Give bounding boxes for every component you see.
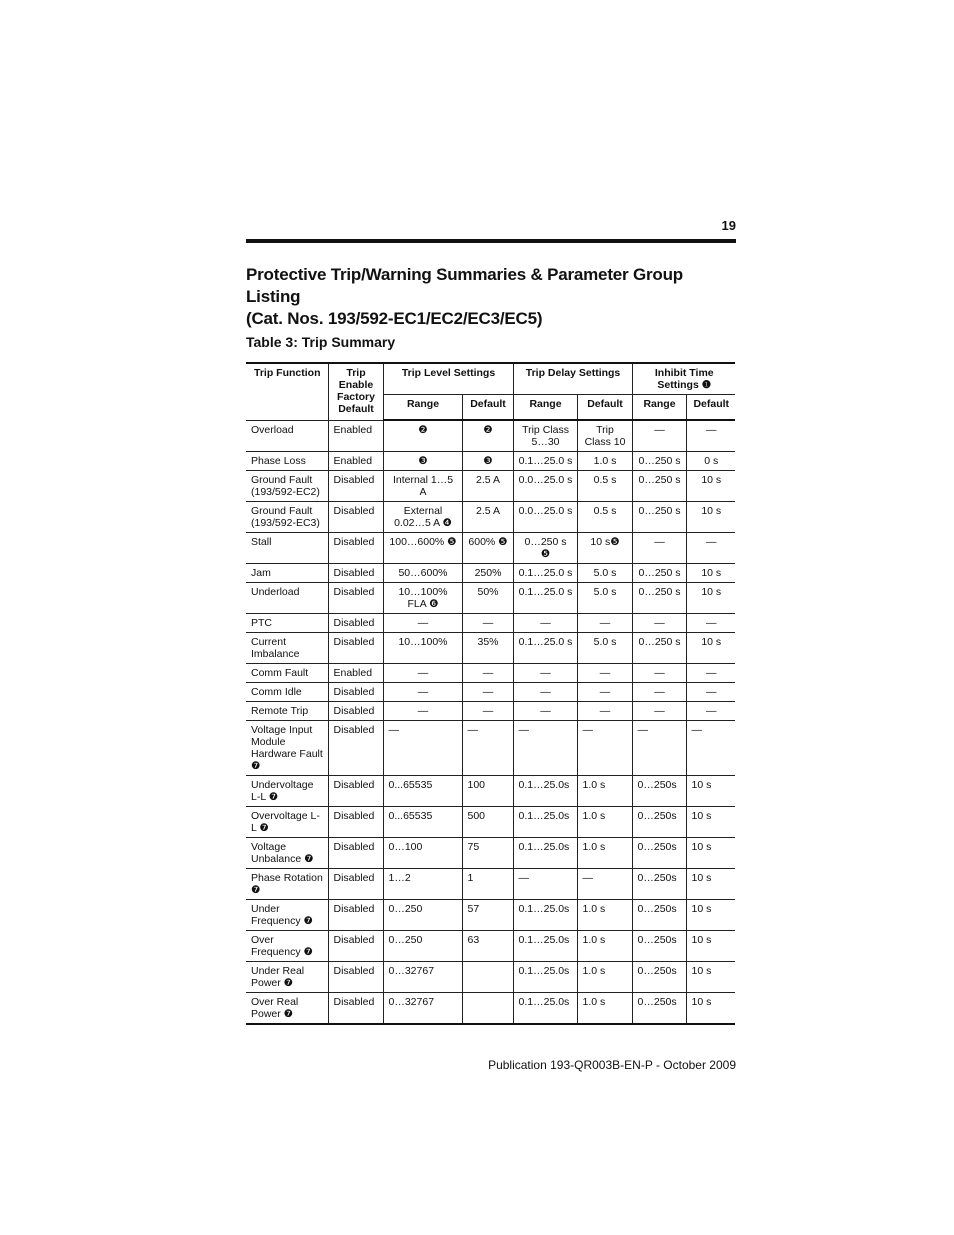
level-default-cell: 100 bbox=[462, 776, 513, 807]
level-default-cell: — bbox=[462, 664, 513, 683]
table-row bbox=[246, 533, 735, 564]
trip-enable-cell: Disabled bbox=[328, 564, 383, 583]
trip-function-cell: Phase Loss bbox=[246, 452, 328, 471]
delay-default-cell: 1.0 s bbox=[577, 993, 632, 1025]
trip-enable-cell: Disabled bbox=[328, 993, 383, 1025]
trip-enable-cell: Disabled bbox=[328, 614, 383, 633]
trip-function-cell: Phase Rotation ❼ bbox=[246, 869, 328, 900]
level-default-cell: 57 bbox=[462, 900, 513, 931]
delay-default-cell: 0.5 s bbox=[577, 502, 632, 533]
level-range-cell: ❸ bbox=[383, 452, 462, 471]
trip-enable-cell: Disabled bbox=[328, 838, 383, 869]
table-row bbox=[246, 993, 735, 1025]
level-range-cell: 0...65535 bbox=[383, 776, 462, 807]
trip-enable-cell: Enabled bbox=[328, 420, 383, 452]
table-row bbox=[246, 633, 735, 664]
level-range-cell: 1…2 bbox=[383, 869, 462, 900]
trip-function-cell: Under Frequency ❼ bbox=[246, 900, 328, 931]
inhibit-range-cell: — bbox=[632, 420, 686, 452]
header-level-default: Default bbox=[462, 395, 513, 421]
delay-range-cell: 0.0…25.0 s bbox=[513, 471, 577, 502]
level-default-cell: 1 bbox=[462, 869, 513, 900]
delay-range-cell: 0.1…25.0 s bbox=[513, 583, 577, 614]
inhibit-default-cell: 10 s bbox=[686, 962, 735, 993]
table-row bbox=[246, 502, 735, 533]
header-delay-range: Range bbox=[513, 395, 577, 421]
inhibit-default-cell: — bbox=[686, 721, 735, 776]
table-row bbox=[246, 683, 735, 702]
delay-default-cell: 1.0 s bbox=[577, 838, 632, 869]
trip-function-cell: Comm Idle bbox=[246, 683, 328, 702]
level-range-cell: — bbox=[383, 614, 462, 633]
delay-default-cell: 1.0 s bbox=[577, 776, 632, 807]
delay-range-cell: 0.0…25.0 s bbox=[513, 502, 577, 533]
level-range-cell: 50…600% bbox=[383, 564, 462, 583]
inhibit-range-cell: 0…250s bbox=[632, 993, 686, 1025]
delay-range-cell: Trip Class 5…30 bbox=[513, 420, 577, 452]
inhibit-range-cell: 0…250s bbox=[632, 900, 686, 931]
table-row bbox=[246, 471, 735, 502]
header-inhibit-default: Default bbox=[686, 395, 735, 421]
inhibit-range-cell: — bbox=[632, 721, 686, 776]
trip-enable-cell: Enabled bbox=[328, 664, 383, 683]
delay-range-cell: 0.1…25.0s bbox=[513, 962, 577, 993]
table-row bbox=[246, 420, 735, 452]
delay-default-cell: 5.0 s bbox=[577, 564, 632, 583]
level-default-cell bbox=[462, 993, 513, 1025]
trip-function-cell: Remote Trip bbox=[246, 702, 328, 721]
trip-summary-table bbox=[246, 362, 735, 1025]
level-default-cell: 600% ❺ bbox=[462, 533, 513, 564]
inhibit-range-cell: — bbox=[632, 702, 686, 721]
trip-enable-cell: Disabled bbox=[328, 962, 383, 993]
delay-range-cell: — bbox=[513, 721, 577, 776]
delay-range-cell: 0…250 s ❺ bbox=[513, 533, 577, 564]
level-default-cell: 63 bbox=[462, 931, 513, 962]
delay-default-cell: Trip Class 10 bbox=[577, 420, 632, 452]
inhibit-default-cell: 10 s bbox=[686, 931, 735, 962]
delay-default-cell: — bbox=[577, 869, 632, 900]
delay-default-cell: 10 s❺ bbox=[577, 533, 632, 564]
inhibit-range-cell: 0…250s bbox=[632, 931, 686, 962]
inhibit-default-cell: 0 s bbox=[686, 452, 735, 471]
inhibit-range-cell: — bbox=[632, 664, 686, 683]
trip-function-cell: Overload bbox=[246, 420, 328, 452]
delay-default-cell: — bbox=[577, 664, 632, 683]
table-row bbox=[246, 869, 735, 900]
delay-range-cell: — bbox=[513, 664, 577, 683]
level-default-cell bbox=[462, 962, 513, 993]
delay-default-cell: — bbox=[577, 614, 632, 633]
trip-function-cell: Underload bbox=[246, 583, 328, 614]
delay-default-cell: 1.0 s bbox=[577, 452, 632, 471]
delay-range-cell: 0.1…25.0s bbox=[513, 807, 577, 838]
delay-range-cell: — bbox=[513, 683, 577, 702]
trip-function-cell: Over Frequency ❼ bbox=[246, 931, 328, 962]
inhibit-default-cell: 10 s bbox=[686, 633, 735, 664]
inhibit-default-cell: 10 s bbox=[686, 471, 735, 502]
inhibit-default-cell: — bbox=[686, 533, 735, 564]
delay-default-cell: 5.0 s bbox=[577, 583, 632, 614]
trip-enable-cell: Disabled bbox=[328, 471, 383, 502]
page-number: 19 bbox=[721, 218, 736, 233]
inhibit-default-cell: — bbox=[686, 614, 735, 633]
inhibit-range-cell: 0…250 s bbox=[632, 583, 686, 614]
table-row bbox=[246, 583, 735, 614]
level-default-cell: 50% bbox=[462, 583, 513, 614]
inhibit-range-cell: 0…250s bbox=[632, 776, 686, 807]
trip-function-cell: Over Real Power ❼ bbox=[246, 993, 328, 1025]
table-caption: Table 3: Trip Summary bbox=[246, 334, 396, 350]
level-default-cell: 75 bbox=[462, 838, 513, 869]
delay-range-cell: 0.1…25.0s bbox=[513, 838, 577, 869]
level-range-cell: 10…100% bbox=[383, 633, 462, 664]
table-row bbox=[246, 807, 735, 838]
trip-enable-cell: Disabled bbox=[328, 776, 383, 807]
header-rule bbox=[246, 239, 736, 243]
inhibit-range-cell: 0…250s bbox=[632, 807, 686, 838]
delay-default-cell: — bbox=[577, 683, 632, 702]
table-row bbox=[246, 776, 735, 807]
delay-default-cell: 1.0 s bbox=[577, 807, 632, 838]
delay-range-cell: 0.1…25.0 s bbox=[513, 564, 577, 583]
table-row bbox=[246, 962, 735, 993]
delay-default-cell: 1.0 s bbox=[577, 931, 632, 962]
level-default-cell: ❷ bbox=[462, 420, 513, 452]
inhibit-default-cell: 10 s bbox=[686, 993, 735, 1025]
header-trip-delay: Trip Delay Settings bbox=[513, 363, 632, 395]
inhibit-default-cell: 10 s bbox=[686, 776, 735, 807]
trip-function-cell: Ground Fault (193/592-EC2) bbox=[246, 471, 328, 502]
delay-range-cell: — bbox=[513, 614, 577, 633]
trip-enable-cell: Disabled bbox=[328, 583, 383, 614]
inhibit-range-cell: — bbox=[632, 533, 686, 564]
table-body bbox=[246, 420, 735, 1024]
trip-enable-cell: Disabled bbox=[328, 721, 383, 776]
inhibit-range-cell: 0…250 s bbox=[632, 471, 686, 502]
level-range-cell: — bbox=[383, 664, 462, 683]
level-range-cell: 0…32767 bbox=[383, 993, 462, 1025]
level-default-cell: 250% bbox=[462, 564, 513, 583]
level-range-cell: ❷ bbox=[383, 420, 462, 452]
header-inhibit-time: Inhibit Time Settings ❶ bbox=[632, 363, 735, 395]
inhibit-default-cell: 10 s bbox=[686, 502, 735, 533]
table-row bbox=[246, 452, 735, 471]
table-row bbox=[246, 721, 735, 776]
header-level-range: Range bbox=[383, 395, 462, 421]
delay-default-cell: 0.5 s bbox=[577, 471, 632, 502]
trip-function-cell: Overvoltage L-L ❼ bbox=[246, 807, 328, 838]
page-title-line-2: (Cat. Nos. 193/592-EC1/EC2/EC3/EC5) bbox=[246, 309, 543, 328]
delay-default-cell: 1.0 s bbox=[577, 962, 632, 993]
level-default-cell: 35% bbox=[462, 633, 513, 664]
level-range-cell: 100…600% ❺ bbox=[383, 533, 462, 564]
level-default-cell: — bbox=[462, 702, 513, 721]
trip-function-cell: Undervoltage L-L ❼ bbox=[246, 776, 328, 807]
table-row bbox=[246, 564, 735, 583]
table-row bbox=[246, 614, 735, 633]
trip-enable-cell: Disabled bbox=[328, 683, 383, 702]
level-range-cell: Internal 1…5 A bbox=[383, 471, 462, 502]
header-trip-enable: Trip Enable Factory Default bbox=[328, 363, 383, 420]
trip-enable-cell: Disabled bbox=[328, 702, 383, 721]
table-row bbox=[246, 664, 735, 683]
trip-function-cell: Under Real Power ❼ bbox=[246, 962, 328, 993]
inhibit-range-cell: 0…250s bbox=[632, 962, 686, 993]
table-row bbox=[246, 931, 735, 962]
inhibit-default-cell: — bbox=[686, 683, 735, 702]
trip-function-cell: Ground Fault (193/592-EC3) bbox=[246, 502, 328, 533]
table-header-row bbox=[246, 363, 735, 395]
delay-range-cell: 0.1…25.0 s bbox=[513, 452, 577, 471]
inhibit-range-cell: 0…250s bbox=[632, 838, 686, 869]
delay-range-cell: 0.1…25.0s bbox=[513, 931, 577, 962]
level-range-cell: — bbox=[383, 702, 462, 721]
trip-function-cell: Comm Fault bbox=[246, 664, 328, 683]
table-row bbox=[246, 900, 735, 931]
delay-range-cell: 0.1…25.0s bbox=[513, 776, 577, 807]
inhibit-default-cell: 10 s bbox=[686, 583, 735, 614]
header-trip-level: Trip Level Settings bbox=[383, 363, 513, 395]
inhibit-default-cell: 10 s bbox=[686, 838, 735, 869]
trip-function-cell: Stall bbox=[246, 533, 328, 564]
level-default-cell: 500 bbox=[462, 807, 513, 838]
delay-default-cell: — bbox=[577, 721, 632, 776]
delay-range-cell: 0.1…25.0s bbox=[513, 993, 577, 1025]
trip-enable-cell: Disabled bbox=[328, 931, 383, 962]
trip-function-cell: PTC bbox=[246, 614, 328, 633]
inhibit-range-cell: — bbox=[632, 683, 686, 702]
inhibit-default-cell: — bbox=[686, 420, 735, 452]
inhibit-default-cell: — bbox=[686, 702, 735, 721]
page-title-line-1: Protective Trip/Warning Summaries & Parameter Group Listing bbox=[246, 265, 683, 306]
delay-default-cell: 1.0 s bbox=[577, 900, 632, 931]
trip-enable-cell: Disabled bbox=[328, 502, 383, 533]
page-title bbox=[246, 264, 736, 330]
level-range-cell: 0…32767 bbox=[383, 962, 462, 993]
delay-range-cell: 0.1…25.0s bbox=[513, 900, 577, 931]
level-range-cell: 10…100% FLA ❻ bbox=[383, 583, 462, 614]
table-row bbox=[246, 838, 735, 869]
trip-enable-cell: Disabled bbox=[328, 807, 383, 838]
level-range-cell: 0…250 bbox=[383, 900, 462, 931]
trip-enable-cell: Disabled bbox=[328, 633, 383, 664]
level-range-cell: 0…100 bbox=[383, 838, 462, 869]
trip-function-cell: Jam bbox=[246, 564, 328, 583]
level-default-cell: ❸ bbox=[462, 452, 513, 471]
trip-enable-cell: Disabled bbox=[328, 869, 383, 900]
inhibit-range-cell: 0…250 s bbox=[632, 633, 686, 664]
level-range-cell: — bbox=[383, 683, 462, 702]
inhibit-range-cell: 0…250s bbox=[632, 869, 686, 900]
table-row bbox=[246, 702, 735, 721]
header-trip-function: Trip Function bbox=[246, 363, 328, 420]
trip-enable-cell: Disabled bbox=[328, 900, 383, 931]
delay-default-cell: — bbox=[577, 702, 632, 721]
delay-range-cell: — bbox=[513, 702, 577, 721]
inhibit-range-cell: — bbox=[632, 614, 686, 633]
header-delay-default: Default bbox=[577, 395, 632, 421]
header-inhibit-range: Range bbox=[632, 395, 686, 421]
inhibit-default-cell: 10 s bbox=[686, 900, 735, 931]
level-range-cell: External 0.02…5 A ❹ bbox=[383, 502, 462, 533]
inhibit-range-cell: 0…250 s bbox=[632, 564, 686, 583]
delay-default-cell: 5.0 s bbox=[577, 633, 632, 664]
trip-enable-cell: Disabled bbox=[328, 533, 383, 564]
trip-function-cell: Voltage Unbalance ❼ bbox=[246, 838, 328, 869]
inhibit-default-cell: — bbox=[686, 664, 735, 683]
publication-footer: Publication 193-QR003B-EN-P - October 2009 bbox=[488, 1058, 736, 1072]
level-default-cell: — bbox=[462, 614, 513, 633]
inhibit-range-cell: 0…250 s bbox=[632, 502, 686, 533]
level-default-cell: 2.5 A bbox=[462, 471, 513, 502]
trip-function-cell: Current Imbalance bbox=[246, 633, 328, 664]
level-range-cell: 0...65535 bbox=[383, 807, 462, 838]
delay-range-cell: 0.1…25.0 s bbox=[513, 633, 577, 664]
inhibit-default-cell: 10 s bbox=[686, 807, 735, 838]
trip-function-cell: Voltage Input Module Hardware Fault ❼ bbox=[246, 721, 328, 776]
inhibit-default-cell: 10 s bbox=[686, 869, 735, 900]
level-range-cell: — bbox=[383, 721, 462, 776]
trip-enable-cell: Enabled bbox=[328, 452, 383, 471]
level-default-cell: — bbox=[462, 721, 513, 776]
level-default-cell: — bbox=[462, 683, 513, 702]
delay-range-cell: — bbox=[513, 869, 577, 900]
level-range-cell: 0…250 bbox=[383, 931, 462, 962]
level-default-cell: 2.5 A bbox=[462, 502, 513, 533]
inhibit-range-cell: 0…250 s bbox=[632, 452, 686, 471]
inhibit-default-cell: 10 s bbox=[686, 564, 735, 583]
